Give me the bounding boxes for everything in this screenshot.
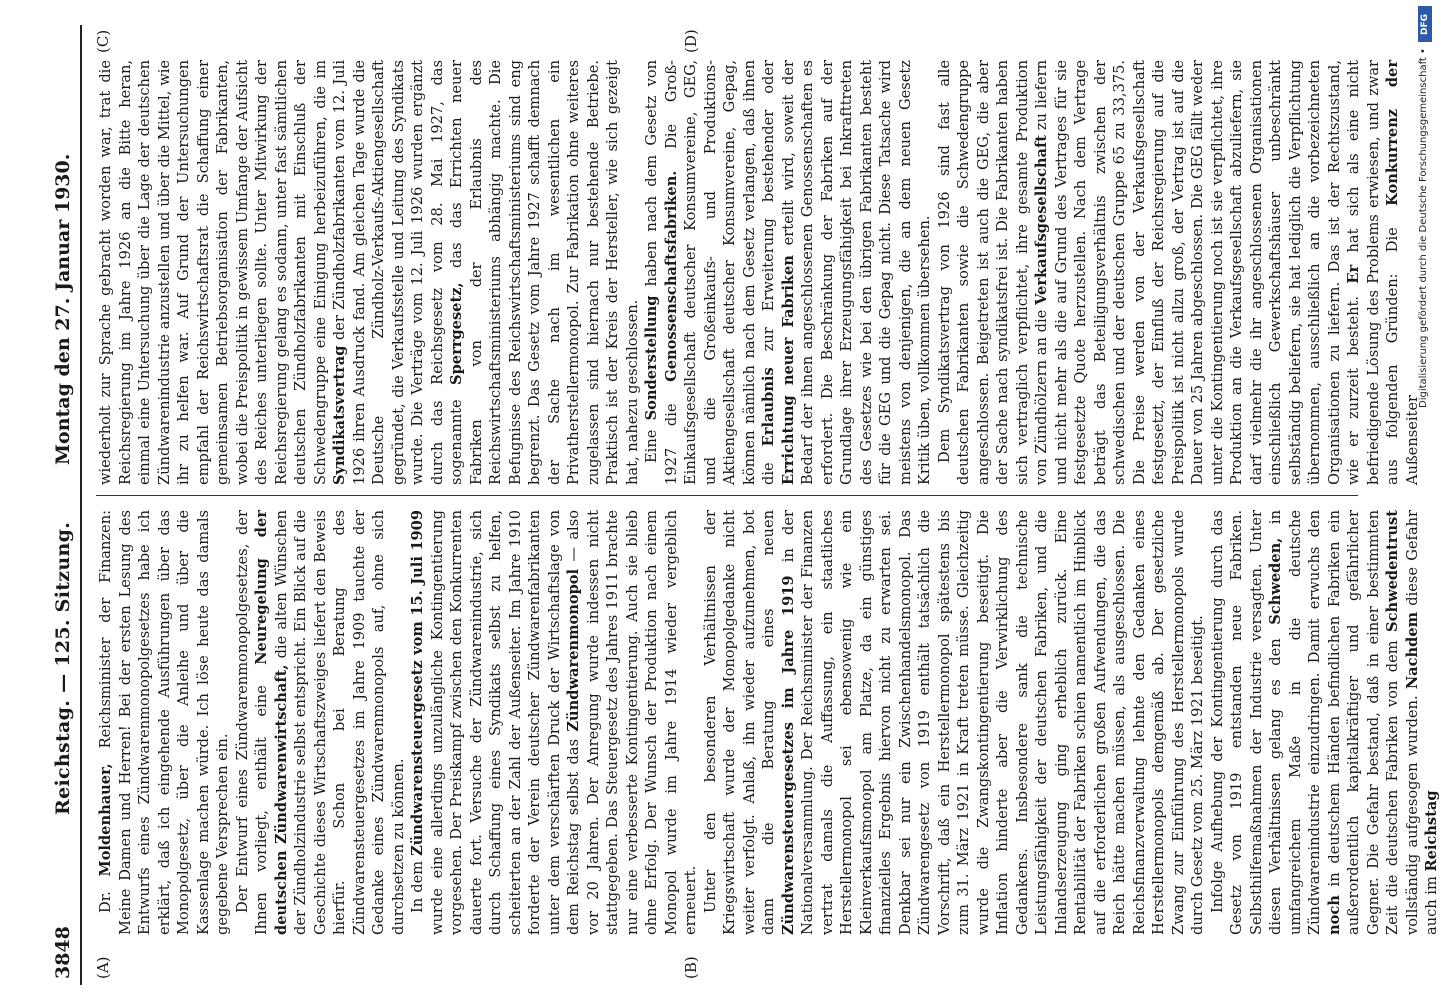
- digitization-credit: Digitalisierung gefördert durch die Deutsche Forschungsgemeinschaft •: [1418, 48, 1429, 408]
- paragraph-text: Reichsminister der Finanzen: Meine Damen und Herren! Bei der ersten Lesung des Entwurfs eines Zündwarenmonopolgesetzes habe ich erklärt, daß ich eingehende Ausführungen über das Monopolgesetz, über die Anleihe und über die Kassenlage machen würde. Ich löse heute das damals gegebene Versprechen ein.: [97, 509, 231, 935]
- paragraph: [96, 60, 642, 485]
- paragraph-text: Unter den besonderen Verhältnissen der Kriegswirtschaft wurde der Monopolgedanke nicht weiter verfolgt. Anlaß, ihn wieder aufzunehmen, bot dann die Beratung eines neuen: [701, 510, 777, 935]
- paragraph-text: Eine: [643, 429, 660, 463]
- paragraph-text: der Zündholzfabrikanten vom 12. Juli 1926 ihren Ausdruck fand. Am gleichen Tage wurde die Deutsche Zündholz-Verkaufs-Aktiengesellschaft gegründet, die Verkaufsstelle und Leitung des Syndikats wurde. Die Verträge vom 12. Juli 1926 wurden ergänzt durch das Reichsgesetz vom 28. Mai 1927, das sogenannte: [331, 60, 465, 485]
- paragraph: [96, 510, 233, 935]
- bold-term: Sonderstellung: [643, 295, 660, 421]
- paragraph: [701, 510, 1208, 935]
- paragraph: [1208, 510, 1442, 935]
- paragraph-text: zur Erweiterung bestehender oder: [760, 59, 777, 352]
- bold-term: Er: [1345, 264, 1362, 284]
- left-text-column: [96, 509, 1440, 935]
- dfg-logo: DFG: [1418, 6, 1432, 42]
- page-number: 3848: [52, 926, 74, 979]
- paragraph: [642, 60, 935, 485]
- margin-letter-b: (B): [682, 956, 700, 979]
- paragraph-text: diese Gefahr auch im: [1403, 509, 1440, 935]
- speaker-name: Moldenhauer,: [97, 763, 114, 877]
- bold-term: Reichstag: [1423, 790, 1440, 872]
- margin-letter-c: (C): [94, 29, 112, 53]
- margin-letter-d: (D): [682, 29, 700, 53]
- paragraph-text: In dem: [409, 860, 426, 913]
- paragraph-text: vollständig aufgesogen wurden.: [1403, 695, 1421, 935]
- paragraph-text: erteilt wird, soweit der Bedarf der ihnen angeschlossenen Genossenschaften es erfordert. Die Beschränkung der Fabriken auf der Grundlage ihrer Erzeugungsfähigkeit bei Inkrafttreten des Gesetzes wie bei den übrigen Fabrikanten besteht für die GEG und die Gepag nicht. Diese Tatsache wird meistens von denjenigen, die an dem neuen Gesetz Kritik üben, vollkommen übersehen.: [779, 59, 933, 485]
- paragraph-text: die alten Wünschen der Zündholzindustrie selbst entspricht. Ein Blick auf die Geschichte dieses Wirtschaftszweiges liefert den Beweis hierfür. Schon bei Beratung des Zündwarensteuergesetzes im Jahre 1909 tauchte der Gedanke eines Zündwarenmonopols auf, ohne sich durchsetzen zu können.: [272, 509, 407, 935]
- paragraph-text: haben nach dem Gesetz von 1927 die: [643, 59, 680, 485]
- bold-term: Erlaubnis: [760, 367, 777, 447]
- bold-term: noch: [1325, 895, 1343, 935]
- bold-term: Errichtung neuer Fabriken: [779, 255, 797, 485]
- paragraph-text: Dem Syndikatsvertrag von 1926 sind fast alle deutschen Fabrikanten sowie die Schwedengruppe angeschlossen. Beigetreten ist auch die GEG, die aber der Sache nach syndikatsfrei ist. Die Fabrikanten haben sich vertraglich verpflichtet, ihre gesamte Produktion von Zündhölzern an die: [935, 60, 1050, 485]
- paragraph-text: in der Nationalversammlung. Der Reichsminister der Finanzen vertrat damals die Auffassung, ein staatliches Herstellermonopol sei ebensowenig wie ein Kleinverkaufsmonopol am Platze, da ein günstiges finanzielles Ergebnis hiervon nicht zu erwarten sei. Denkbar sei nur ein Zwischenhandelsmonopol. Das Zündwarengesetz von 1919 enthält tatsächlich die Vorschrift, daß ein Herstellermonopol spätestens bis zum 31. März 1921 in Kraft treten müsse. Gleichzeitig wurde die Zwangskontingentierung beseitigt. Die Inflation hinderte aber die Verwirklichung des Gedankens. Insbesondere sank die technische Leistungsfähigkeit der deutschen Fabriken, und die Inlandserzeugung ging erheblich zurück. Eine Rentabilität der Fabriken schien namentlich im Hinblick auf die erforderlichen großen Aufwendungen, die das Reich hätte machen müssen, als ausgeschlossen. Die Reichsfinanzverwaltung lehnte den Gedanken eines Herstellermonopols demgemäß ab. Der gesetzliche Zwang zur Einführung des Herstellermonopols wurde durch Gesetz vom 25. März 1921 beseitigt.: [779, 510, 1206, 935]
- bold-term: Nachdem: [1403, 611, 1421, 690]
- session-title: Reichstag. — 125. Sitzung.: [52, 521, 74, 815]
- margin-letter-a: (A): [94, 956, 112, 979]
- session-date: Montag den 27. Januar 1930.: [52, 153, 74, 465]
- bold-term: Verkaufsgesellschaft: [1033, 135, 1050, 305]
- bold-term: Sperrgesetz,: [448, 282, 465, 385]
- right-text-column: [96, 59, 1421, 485]
- paragraph-text: Außenseiter: [1403, 395, 1421, 485]
- column-divider: [96, 495, 1358, 496]
- bold-term: Schweden,: [1267, 537, 1284, 625]
- paragraph-text: in deutschem Händen befindlichen Fabriken ein außerordentlich kapitalkräftiger und gefährlicher Gegner. Die Gefahr bestand, daß in einer bestimmten Zeit die deutschen Fabriken von dem: [1325, 510, 1401, 935]
- paragraph-text: — also vor 20 Jahren. Der Anregung wurde indessen nicht stattgegeben. Das Steuergesetz des Jahres 1911 brachte nur eine verbesserte Kontingentierung. Auch sie blieb ohne Erfolg. Der Wunsch der Produktion nach einem Monopol wurde im Jahre 1914 wieder vergeblich erneuert.: [565, 510, 699, 935]
- bold-term: Zündwarenmonopol: [565, 568, 582, 732]
- bold-term: Zündwarensteuergesetzes im Jahre 1919: [779, 575, 797, 935]
- bold-term: Konkurrenz der: [1384, 59, 1401, 206]
- paragraph-text: in umfangreichem Maße in die deutsche Zündwarenindustrie einzudringen. Damit erwuchs den: [1267, 510, 1323, 935]
- paragraph-text: Infolge Aufhebung der Kontingentierung durch das Gesetz von 1919 entstanden neue Fabriken. Selbsthilfemaßnahmen der Industrie versagten. Unter diesen Verhältnissen gelang es den: [1208, 510, 1284, 935]
- paragraph-text: zu liefern und nicht mehr als die auf Grund des Vertrages für sie festgesetzte Quote herzustellen. Nach dem Vertrage beträgt das Beteiligungsverhältnis zwischen der schwedischen und der deutschen Gruppe 65 zu 33,375. Die Preise werden von der Verkaufsgesellschaft festgesetzt, der Einfluß der Reichsregierung auf die Preispolitik ist nicht allzu groß, der Vertrag ist auf die Dauer von 25 Jahren abgeschlossen. Die GEG fällt weder unter die Kontingentierung noch ist sie verpflichtet, ihre Produktion an die Verkaufsgesellschaft abzuliefern, sie darf vielmehr die ihr angeschlossenen Organisationen einschließlich Gewerkschaftshäuser unbeschränkt selbständig beliefern, sie hat lediglich die Verpflichtung übernommen, ausschließlich an die vorbezeichneten Organisationen zu liefern. Das ist der Rechtszustand, wie er zurzeit besteht.: [1033, 60, 1362, 485]
- paragraph-text: Der Entwurf eines Zündwarenmonopolgesetzes, der Ihnen vorliegt, enthält eine: [233, 510, 270, 935]
- bold-term: Schwedentrust: [1384, 509, 1401, 632]
- speaker-title: Dr.: [97, 891, 114, 913]
- paragraph: [935, 60, 1423, 485]
- paragraph-text: das das Errichten neuer Fabriken von der Erlaubnis des Reichswirtschaftsministeriums abhängig machte. Die Befugnisse des Reichswirtschaftsministeriums sind eng begrenzt. Das Gesetz vom Jahre 1927 schafft demnach der Sache nach im wesentlichen ein Privatherstellermonopol. Zur Fabrikation ohne weiteres zugelassen sind hiernach nur bestehende Betriebe. Praktisch ist der Kreis der Hersteller, wie sich gezeigt hat, nahezu geschlossen.: [448, 59, 641, 485]
- paragraph: [233, 510, 409, 935]
- paragraph: [408, 510, 701, 935]
- paragraph-text: wurde eine allerdings unzulängliche Kontingentierung vorgesehen. Der Preiskampf zwischen den Konkurrenten dauerte fort. Versuche der Zündwarenindustrie, sich durch Schaffung eines Syndikats selbst zu helfen, scheiterten an der Zahl der Außenseiter. Im Jahre 1910 forderte der Verein deutscher Zündwarenfabrikanten unter dem verschärften Druck der Wirtschaftslage von dem Reichstag selbst das: [428, 510, 582, 935]
- bold-term: Neuregelung der deutschen Zündwarenwirtschaft,: [253, 510, 290, 935]
- bold-term: Syndikatsvertrag: [331, 345, 348, 485]
- bold-term: Zündwarensteuergesetz vom 15. Juli 1909: [409, 510, 426, 856]
- running-head: [50, 25, 82, 985]
- bold-term: Genossenschaftsfabriken.: [662, 170, 680, 382]
- paragraph-text: hat sich als eine nicht befriedigende Lösung des Problems erwiesen, und zwar aus folgenden Gründen: Die: [1345, 59, 1401, 485]
- paragraph-text: Die Groß-Einkaufsgesellschaft deutscher Konsumvereine, GEG, und die Großeinkaufs- und Produktions-Aktiengesellschaft deutscher Konsumvereine, Gepag, können nämlich nach dem Gesetz verlangen, daß ihnen die: [662, 60, 777, 485]
- paragraph-text: wiederholt zur Sprache gebracht worden war, trat die Reichsregierung im Jahre 1926 an die Bitte heran, einmal eine Untersuchung über die Lage der deutschen Zündwarenindustrie anzustellen und über die Mittel, wie ihr zu helfen war. Auf Grund der Untersuchungen empfahl der Reichswirtschaftsrat die Schaffung einer gemeinsamen Betriebsorganisation der Fabrikanten, wobei die Preispolitik in gewissem Umfange der Aufsicht des Reiches unterliegen sollte. Unter Mitwirkung der Reichsregierung gelang es sodann, unter fast sämtlichen deutschen Zündholzfabrikanten mit Einschluß der Schwedengruppe eine Einigung herbeizuführen, die im: [97, 60, 329, 485]
